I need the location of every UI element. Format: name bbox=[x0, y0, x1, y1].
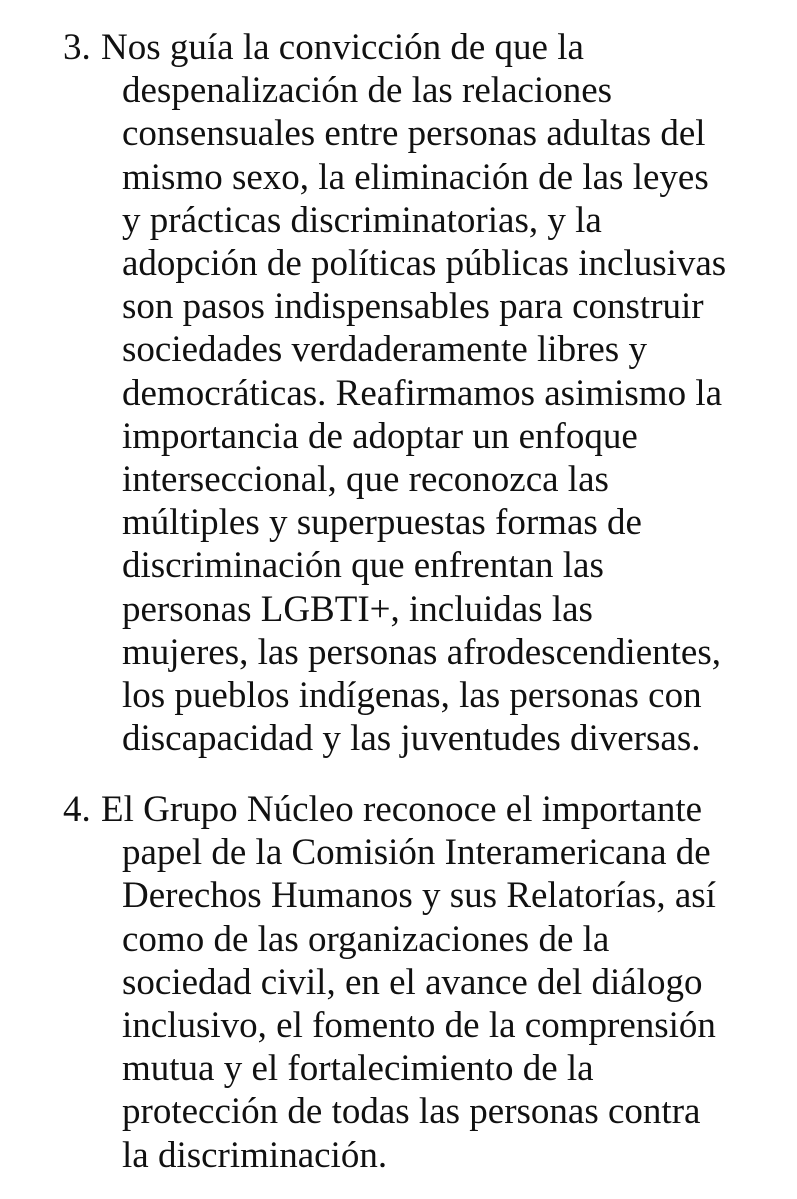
paragraph-line: El Grupo Núcleo reconoce el importante bbox=[101, 789, 703, 830]
paragraph-line: protección de todas las personas contra bbox=[122, 1091, 701, 1133]
paragraph-line: mujeres, las personas afrodescendientes, bbox=[122, 631, 721, 673]
paragraph-line: discapacidad y las juventudes diversas. bbox=[122, 718, 701, 760]
paragraph-line: personas LGBTI+, incluidas las bbox=[122, 588, 593, 630]
paragraph-line: adopción de políticas públicas inclusivas bbox=[122, 243, 727, 284]
paragraph-line: sociedad civil, en el avance del diálogo bbox=[122, 961, 703, 1003]
paragraph-line: múltiples y superpuestas formas de bbox=[122, 502, 642, 544]
paragraph-line: interseccional, que reconozca las bbox=[122, 459, 609, 501]
paragraph-line: democráticas. Reafirmamos asimismo la bbox=[122, 372, 723, 414]
paragraph-line: mutua y el fortalecimiento de la bbox=[122, 1048, 594, 1090]
paragraph-line: papel de la Comisión Interamericana de bbox=[122, 832, 711, 874]
numbered-paragraph-4 bbox=[0, 788, 797, 1177]
paragraph-line: son pasos indispensables para construir bbox=[122, 286, 704, 328]
paragraph-line: y prácticas discriminatorias, y la bbox=[122, 199, 602, 241]
paragraph-line: como de las organizaciones de la bbox=[122, 918, 610, 960]
paragraph-line: mismo sexo, la eliminación de las leyes bbox=[122, 156, 709, 198]
paragraph-line: discriminación que enfrentan las bbox=[122, 545, 604, 587]
paragraph-line: Nos guía la convicción de que la bbox=[101, 27, 584, 68]
numbered-paragraph-3 bbox=[0, 26, 797, 760]
paragraph-line: Derechos Humanos y sus Relatorías, así bbox=[122, 875, 716, 917]
paragraph-line: importancia de adoptar un enfoque bbox=[122, 415, 638, 457]
paragraph-line: sociedades verdaderamente libres y bbox=[122, 329, 647, 371]
paragraph-line: consensuales entre personas adultas del bbox=[122, 113, 706, 155]
paragraph-line: los pueblos indígenas, las personas con bbox=[122, 675, 702, 717]
paragraph-line: despenalización de las relaciones bbox=[122, 70, 613, 112]
paragraph-number: 4. bbox=[63, 789, 91, 830]
paragraph-line: la discriminación. bbox=[122, 1134, 388, 1176]
paragraph-number: 3. bbox=[63, 27, 91, 68]
paragraph-line: inclusivo, el fomento de la comprensión bbox=[122, 1005, 716, 1046]
